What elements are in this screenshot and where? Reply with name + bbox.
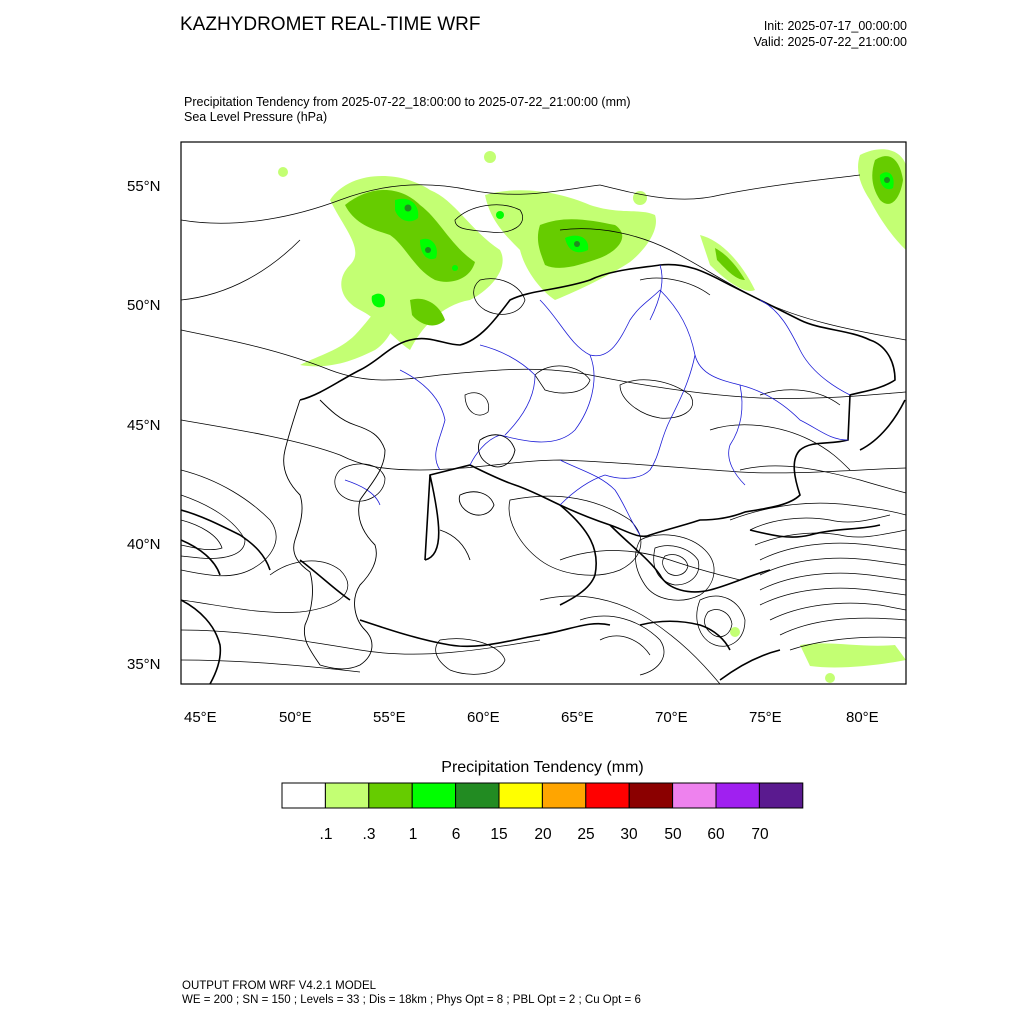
colorbar-title: Precipitation Tendency (mm) [441,759,644,776]
field-subtitle-pressure: Sea Level Pressure (hPa) [184,110,328,124]
colorbar-label: 50 [664,826,682,843]
lon-tick-65: 65°E [561,709,594,726]
lat-tick-55: 55°N [127,178,161,195]
map-title: KAZHYDROMET REAL-TIME WRF [180,14,481,35]
valid-time: Valid: 2025-07-22_21:00:00 [753,35,907,49]
field-subtitle-precip: Precipitation Tendency from 2025-07-22_18:00:00 to 2025-07-22_21:00:00 (mm) [184,95,631,109]
model-info: OUTPUT FROM WRF V4.2.1 MODEL [182,980,377,992]
colorbar-label: 6 [451,826,461,843]
lon-tick-45: 45°E [184,709,217,726]
colorbar-label: 15 [490,826,508,843]
colorbar-label: 60 [707,826,725,843]
colorbar-label: 20 [534,826,552,843]
lat-tick-50: 50°N [127,297,161,314]
lat-tick-35: 35°N [127,656,161,673]
colorbar-label: 30 [620,826,638,843]
lat-tick-45: 45°N [127,417,161,434]
colorbar-label: 25 [577,826,595,843]
colorbar-label: 70 [751,826,769,843]
lon-tick-75: 75°E [749,709,782,726]
init-time: Init: 2025-07-17_00:00:00 [763,19,907,33]
graticule-parallel [0,0,1024,59]
colorbar-label: 1 [408,826,418,843]
lon-tick-55: 55°E [373,709,406,726]
lon-tick-50: 50°E [279,709,312,726]
lon-tick-80: 80°E [846,709,879,726]
graticule [0,0,1024,59]
colorbar-label: .3 [362,826,376,843]
colorbar-label: .1 [319,826,333,843]
lon-tick-60: 60°E [467,709,500,726]
model-config: WE = 200 ; SN = 150 ; Levels = 33 ; Dis = 18km ; Phys Opt = 8 ; PBL Opt = 2 ; Cu Opt = 6 [182,994,641,1006]
lat-tick-40: 40°N [127,536,161,553]
lon-tick-70: 70°E [655,709,688,726]
